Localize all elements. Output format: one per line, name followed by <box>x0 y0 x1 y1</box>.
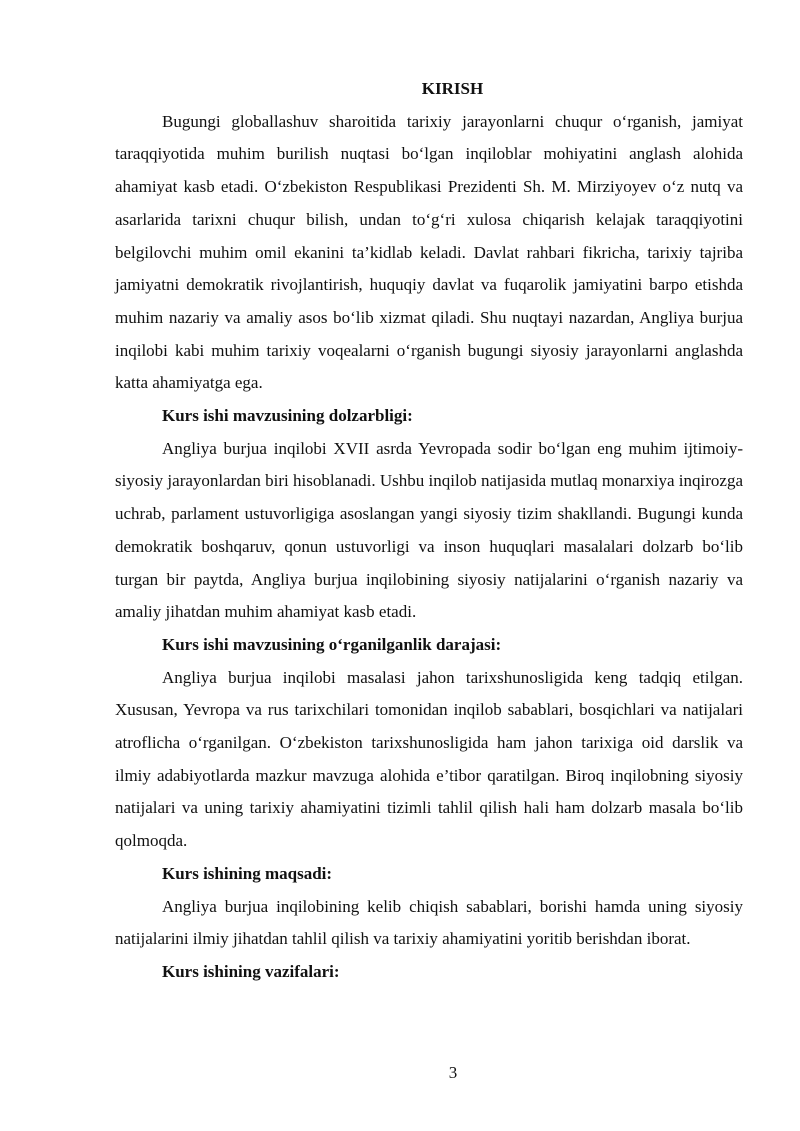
page-number: 3 <box>448 1063 458 1082</box>
section-text-relevance: Angliya burjua inqilobi XVII asrda Yevropada sodir bo‘lgan eng muhim ijtimoiy-siyosiy jarayonlardan biri hisoblanadi. Ushbu inqilob natijasida mutlaq monarxiya inqirozga uchrab, parlament ustuvorligiga asoslangan yangi siyosiy tizim shakllandi. Bugungi kunda demokratik boshqaruv, qonun ustuvorligi va inson huquqlari masalalari dolzarb bo‘lib turgan bir paytda, Angliya burjua inqilobining siyosiy natijalarini o‘rganish nazariy va amaliy jihatdan muhim ahamiyat kasb etadi. <box>115 438 743 622</box>
intro-paragraph: Bugungi globallashuv sharoitida tarixiy jarayonlarni chuqur o‘rganish, jamiyat taraqqiyotida muhim burilish nuqtasi bo‘lgan inqiloblar mohiyatini anglash alohida ahamiyat kasb etadi. O‘zbekiston Respublikasi Prezidenti Sh. M. Mirziyoyev o‘z nutq va asarlarida tarixni chuqur bilish, undan to‘g‘ri xulosa chiqarish kelajak taraqqiyotini belgilovchi muhim omil ekanini ta’kidlab keladi. Davlat rahbari fikricha, tarixiy tajriba jamiyatni demokratik rivojlantirish, huquqiy davlat va fuqarolik jamiyatini barpo etishda muhim nazariy va amaliy asos bo‘lib xizmat qiladi. Shu nuqtayi nazardan, Angliya burjua inqilobi kabi muhim tarixiy voqealarni o‘rganish bugungi siyosiy jarayonlarni anglashda katta ahamiyatga ega. <box>115 111 743 393</box>
section-text-goal: Angliya burjua inqilobining kelib chiqish sabablari, borishi hamda uning siyosiy natijalarini ilmiy jihatdan tahlil qilish va tarixiy ahamiyatini yoritib berishdan iborat. <box>115 896 743 949</box>
section-text-study-level: Angliya burjua inqilobi masalasi jahon tarixshunosligida keng tadqiq etilgan. Xususan, Yevropa va rus tarixchilari tomonidan inqilob sabablari, bosqichlari va natijalari atroflicha o‘rganilgan. O‘zbekiston tarixshunosligida ham jahon tarixiga oid darslik va ilmiy adabiyotlarda mazkur mavzuga alohida e’tibor qaratilgan. Biroq inqilobning siyosiy natijalari va uning tarixiy ahamiyatini tizimli tahlil qilish hali ham dolzarb masala bo‘lib qolmoqda. <box>115 667 743 851</box>
document-page <box>115 73 743 989</box>
section-heading-relevance: Kurs ishi mavzusining dolzarbligi: <box>162 406 413 426</box>
document-title: KIRISH <box>421 79 484 98</box>
section-heading-tasks: Kurs ishining vazifalari: <box>162 961 340 981</box>
section-heading-goal: Kurs ishining maqsadi: <box>162 863 333 883</box>
section-heading-study-level: Kurs ishi mavzusining o‘rganilganlik darajasi: <box>162 634 502 654</box>
